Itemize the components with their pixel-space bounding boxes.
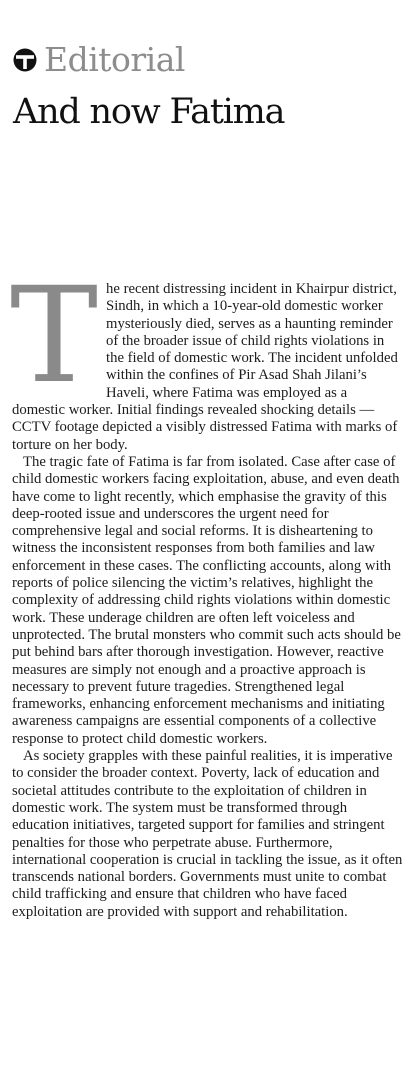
paragraph-1 <box>10 259 403 454</box>
dawn-logo-icon <box>13 48 37 72</box>
section-row <box>13 38 405 82</box>
drop-cap: T <box>10 259 99 413</box>
headline: And now Fatima <box>13 92 285 132</box>
section-label[interactable]: Editorial <box>44 40 185 79</box>
article-body <box>10 259 403 921</box>
paragraph-1-text: he recent distressing incident in Khairpur district, Sindh, in which a 10-year-old domestic worker mysteriously died, serves as a haunting reminder of the broader issue of child rights violations in the field of domestic work. The incident unfolded within the confines of Pir Asad Shah Jilani’s Haveli, where Fatima was employed as a domestic worker. Initial findings revealed shocking details — CCTV footage depicted a visibly distressed Fatima with marks of torture on her body. <box>12 281 398 453</box>
paragraph-3: As society grapples with these painful realities, it is imperative to consider the broader context. Poverty, lack of education and societal attitudes contribute to the exploitation of children in domestic work. The system must be transformed through education initiatives, targeted support for families and stringent penalties for those who perpetrate abuse. Furthermore, international cooperation is crucial in tackling the issue, as it often transcends national borders. Governments must unite to combat child trafficking and ensure that children who have faced exploitation are provided with support and rehabilitation. <box>12 748 403 920</box>
article-header <box>13 38 405 134</box>
paragraph-2: The tragic fate of Fatima is far from isolated. Case after case of child domestic workers facing exploitation, abuse, and even death have come to light recently, which emphasise the gravity of this deep-rooted issue and underscores the urgent need for comprehensive legal and social reforms. It is disheartening to witness the inconsistent responses from both families and law enforcement in these cases. The conflicting accounts, along with reports of police silencing the victim’s relatives, highlight the complexity of addressing child rights violations within domestic work. These underage children are often left voiceless and unprotected. The brutal monsters who commit such acts should be put behind bars after thorough investigation. However, reactive measures are simply not enough and a proactive approach is necessary to prevent future tragedies. Strengthened legal frameworks, enhancing enforcement mechanisms and initiating awareness campaigns are essential components of a collective response to protect child domestic workers. <box>12 453 401 747</box>
